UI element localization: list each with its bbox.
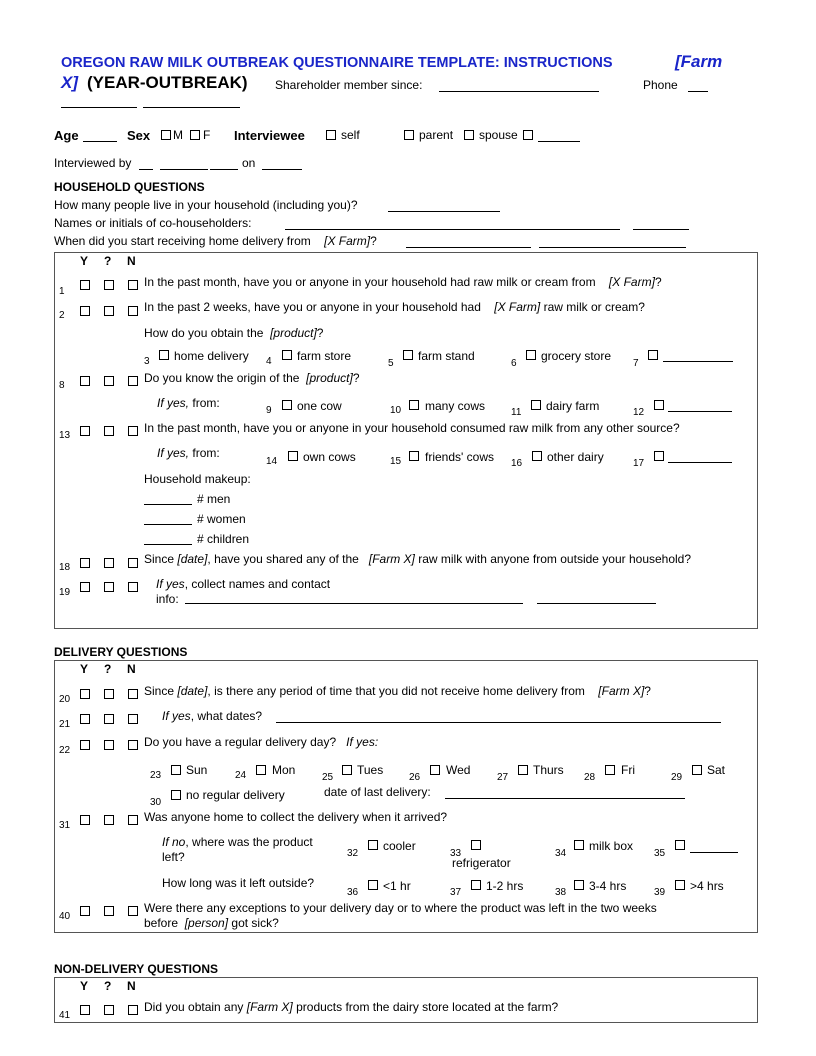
no-regular-checkbox[interactable] [171, 790, 181, 800]
qnum: 4 [266, 356, 272, 367]
sat-checkbox[interactable] [692, 765, 702, 775]
q41-no[interactable] [128, 1005, 138, 1015]
phone-label: Phone [643, 78, 678, 92]
q19-unknown[interactable] [104, 582, 114, 592]
no-regular-label: no regular delivery [186, 788, 285, 802]
thurs-checkbox[interactable] [518, 765, 528, 775]
children-label: # children [197, 532, 250, 546]
source-other-checkbox[interactable] [654, 451, 664, 461]
nondelivery-heading: NON-DELIVERY QUESTIONS [54, 962, 219, 976]
fri-label: Fri [621, 763, 635, 777]
q22-no[interactable] [128, 740, 138, 750]
mon-label: Mon [272, 763, 296, 777]
qnum: 33 [450, 848, 462, 859]
children-field[interactable] [144, 533, 192, 545]
phone-field-3[interactable] [143, 96, 240, 108]
wed-label: Wed [446, 763, 471, 777]
q2-yes[interactable] [80, 306, 90, 316]
qnum: 18 [59, 562, 71, 573]
farm-placeholder-cont: X] [61, 73, 78, 92]
q31-unknown[interactable] [104, 815, 114, 825]
parent-checkbox[interactable] [404, 130, 414, 140]
col-n: N [127, 979, 136, 993]
q2-text: In the past 2 weeks, have you or anyone in your household had [X Farm] raw milk or cream? [144, 300, 645, 314]
interviewer-field-2[interactable] [160, 158, 208, 170]
col-y: Y [80, 662, 89, 676]
obtain-question: How do you obtain the [product]? [144, 326, 324, 340]
q19-text: If yes, collect names and contact [156, 577, 331, 591]
q18-unknown[interactable] [104, 558, 114, 568]
3-4hrs-checkbox[interactable] [574, 880, 584, 890]
q8-ifyes: If yes, from: [157, 396, 220, 410]
q1-text: In the past month, have you or anyone in your household had raw milk or cream from [X Farm]? [144, 275, 662, 289]
spouse-checkbox[interactable] [464, 130, 474, 140]
q21-yes[interactable] [80, 714, 90, 724]
start-field-2[interactable] [539, 236, 686, 248]
sun-label: Sun [186, 763, 208, 777]
qnum: 14 [266, 456, 278, 467]
col-unknown: ? [104, 254, 112, 268]
names-field[interactable] [285, 218, 620, 230]
q8-yes[interactable] [80, 376, 90, 386]
q41-unknown[interactable] [104, 1005, 114, 1015]
q22-unknown[interactable] [104, 740, 114, 750]
thurs-label: Thurs [533, 763, 564, 777]
friends-cows-label: friends' cows [425, 450, 494, 464]
self-label: self [341, 128, 360, 142]
tues-checkbox[interactable] [342, 765, 352, 775]
men-label: # men [197, 492, 231, 506]
many-cows-checkbox[interactable] [409, 400, 419, 410]
farm-store-label: farm store [297, 349, 352, 363]
qnum: 34 [555, 848, 567, 859]
men-field[interactable] [144, 493, 192, 505]
source-other-field[interactable] [668, 451, 732, 463]
qnum: 41 [59, 1010, 71, 1021]
qnum: 17 [633, 458, 645, 469]
q18-text: Since [date], have you shared any of the [Farm X] raw milk with anyone from outside your household? [144, 552, 692, 566]
other-checkbox[interactable] [523, 130, 533, 140]
left-other-checkbox[interactable] [675, 840, 685, 850]
other-dairy-label: other dairy [547, 450, 604, 464]
other-source-checkbox[interactable] [648, 350, 658, 360]
col-y: Y [80, 979, 89, 993]
q1-unknown[interactable] [104, 280, 114, 290]
one-cow-label: one cow [297, 399, 342, 413]
q31-yes[interactable] [80, 815, 90, 825]
age-label: Age [54, 128, 79, 143]
qnum: 38 [555, 887, 567, 898]
farm-stand-checkbox[interactable] [403, 350, 413, 360]
qnum: 31 [59, 820, 71, 831]
qnum: 40 [59, 911, 71, 922]
q40-text: Were there any exceptions to your delivery day or to where the product was left in the two weeks [144, 901, 657, 915]
women-label: # women [197, 512, 246, 526]
mon-checkbox[interactable] [256, 765, 266, 775]
lt1hr-label: <1 hr [383, 879, 411, 893]
interviewer-field-3[interactable] [210, 158, 238, 170]
q20-text: Since [date], is there any period of time that you did not receive home delivery from [Farm X]? [144, 684, 651, 698]
q8-unknown[interactable] [104, 376, 114, 386]
women-field[interactable] [144, 513, 192, 525]
qnum: 15 [390, 456, 402, 467]
qnum: 28 [584, 772, 596, 783]
contact-info-field[interactable] [185, 592, 523, 604]
household-heading: HOUSEHOLD QUESTIONS [54, 180, 205, 194]
col-n: N [127, 662, 136, 676]
q20-no[interactable] [128, 689, 138, 699]
origin-other-checkbox[interactable] [654, 400, 664, 410]
qnum: 16 [511, 458, 523, 469]
qnum: 9 [266, 405, 272, 416]
self-checkbox[interactable] [326, 130, 336, 140]
q21-unknown[interactable] [104, 714, 114, 724]
age-field[interactable] [83, 130, 117, 142]
milk-box-checkbox[interactable] [574, 840, 584, 850]
sex-f-label: F [203, 128, 211, 142]
origin-other-field[interactable] [668, 400, 732, 412]
sex-f-checkbox[interactable] [190, 130, 200, 140]
col-y: Y [80, 254, 89, 268]
delivery-heading: DELIVERY QUESTIONS [54, 645, 188, 659]
col-unknown: ? [104, 979, 112, 993]
q31-no[interactable] [128, 815, 138, 825]
ifno-text: If no, where was the product [162, 835, 313, 849]
shareholder-label: Shareholder member since: [275, 78, 423, 92]
ifno-text-2: left? [162, 850, 185, 864]
cooler-label: cooler [383, 839, 416, 853]
q1-no[interactable] [128, 280, 138, 290]
q21-no[interactable] [128, 714, 138, 724]
q20-yes[interactable] [80, 689, 90, 699]
lt1hr-checkbox[interactable] [368, 880, 378, 890]
farm-stand-label: farm stand [418, 349, 475, 363]
qnum: 21 [59, 719, 71, 730]
qnum: 3 [144, 356, 150, 367]
q18-no[interactable] [128, 558, 138, 568]
names-question: Names or initials of co-householders: [54, 216, 252, 230]
qnum: 13 [59, 430, 71, 441]
people-question: How many people live in your household (including you)? [54, 198, 358, 212]
fri-checkbox[interactable] [605, 765, 615, 775]
year-outbreak: (YEAR-OUTBREAK) [87, 73, 248, 92]
q13-text: In the past month, have you or anyone in your household consumed raw milk from any other source? [144, 421, 680, 435]
q2-unknown[interactable] [104, 306, 114, 316]
sex-label: Sex [127, 128, 151, 143]
home-delivery-checkbox[interactable] [159, 350, 169, 360]
home-delivery-label: home delivery [174, 349, 249, 363]
sat-label: Sat [707, 763, 726, 777]
shareholder-field[interactable] [439, 80, 599, 92]
dairy-farm-checkbox[interactable] [531, 400, 541, 410]
qnum: 11 [511, 407, 522, 418]
3-4hrs-label: 3-4 hrs [589, 879, 627, 893]
one-cow-checkbox[interactable] [282, 400, 292, 410]
qnum: 7 [633, 358, 639, 369]
sun-checkbox[interactable] [171, 765, 181, 775]
document-title: OREGON RAW MILK OUTBREAK QUESTIONNAIRE TEMPLATE: INSTRUCTIONS [61, 55, 613, 71]
qnum: 26 [409, 772, 421, 783]
interviewed-by-label: Interviewed by [54, 156, 132, 170]
qnum: 35 [654, 848, 666, 859]
1-2hrs-label: 1-2 hrs [486, 879, 524, 893]
col-n: N [127, 254, 136, 268]
people-field[interactable] [388, 200, 500, 212]
qnum: 25 [322, 772, 334, 783]
q13-unknown[interactable] [104, 426, 114, 436]
no-delivery-dates-field[interactable] [276, 711, 721, 723]
qnum: 2 [59, 310, 65, 321]
last-delivery-field[interactable] [445, 787, 685, 799]
phone-field-2[interactable] [61, 96, 137, 108]
qnum: 30 [150, 797, 162, 808]
q19-info-label: info: [156, 592, 179, 606]
qnum: 23 [150, 770, 162, 781]
refrigerator-label: refrigerator [452, 856, 511, 870]
own-cows-checkbox[interactable] [288, 451, 298, 461]
parent-label: parent [419, 128, 454, 142]
qnum: 27 [497, 772, 509, 783]
sex-m-checkbox[interactable] [161, 130, 171, 140]
on-label: on [242, 156, 256, 170]
q41-yes[interactable] [80, 1005, 90, 1015]
qnum: 39 [654, 887, 666, 898]
q40-no[interactable] [128, 906, 138, 916]
refrigerator-checkbox[interactable] [471, 840, 481, 850]
qnum: 8 [59, 380, 65, 391]
q19-yes[interactable] [80, 582, 90, 592]
q1-yes[interactable] [80, 280, 90, 290]
gt4hrs-label: >4 hrs [690, 879, 724, 893]
q21-text: If yes, what dates? [162, 709, 263, 723]
friends-cows-checkbox[interactable] [409, 451, 419, 461]
qnum: 1 [59, 286, 65, 297]
other-source-field[interactable] [663, 350, 733, 362]
left-other-field[interactable] [690, 841, 738, 853]
qnum: 36 [347, 887, 359, 898]
farm-store-checkbox[interactable] [282, 350, 292, 360]
col-unknown: ? [104, 662, 112, 676]
qnum: 6 [511, 358, 517, 369]
q31-text: Was anyone home to collect the delivery when it arrived? [144, 810, 448, 824]
wed-checkbox[interactable] [430, 765, 440, 775]
q2-no[interactable] [128, 306, 138, 316]
cooler-checkbox[interactable] [368, 840, 378, 850]
sex-m-label: M [173, 128, 183, 142]
qnum: 5 [388, 358, 394, 369]
other-dairy-checkbox[interactable] [532, 451, 542, 461]
how-long-label: How long was it left outside? [162, 876, 315, 890]
q40-text-2: before [person] got sick? [144, 916, 279, 930]
last-delivery-label: date of last delivery: [324, 785, 431, 799]
date-field[interactable] [262, 158, 302, 170]
grocery-store-label: grocery store [541, 349, 612, 363]
spouse-label: spouse [479, 128, 518, 142]
start-question: When did you start receiving home delivery from [X Farm]? [54, 234, 377, 248]
qnum: 37 [450, 887, 462, 898]
q22-yes[interactable] [80, 740, 90, 750]
tues-label: Tues [357, 763, 384, 777]
milk-box-label: milk box [589, 839, 634, 853]
start-field[interactable] [406, 236, 531, 248]
contact-info-field-2[interactable] [537, 592, 656, 604]
qnum: 19 [59, 587, 71, 598]
gt4hrs-checkbox[interactable] [675, 880, 685, 890]
qnum: 12 [633, 407, 645, 418]
q18-yes[interactable] [80, 558, 90, 568]
interviewee-label: Interviewee [234, 128, 305, 143]
dairy-farm-label: dairy farm [546, 399, 600, 413]
qnum: 22 [59, 745, 71, 756]
q40-yes[interactable] [80, 906, 90, 916]
q20-unknown[interactable] [104, 689, 114, 699]
own-cows-label: own cows [303, 450, 356, 464]
q13-yes[interactable] [80, 426, 90, 436]
q8-no[interactable] [128, 376, 138, 386]
q19-no[interactable] [128, 582, 138, 592]
qnum: 24 [235, 770, 247, 781]
phone-field[interactable] [688, 80, 708, 92]
qnum: 10 [390, 405, 402, 416]
names-field-2[interactable] [633, 218, 689, 230]
other-field[interactable] [538, 130, 580, 142]
many-cows-label: many cows [425, 399, 486, 413]
q40-unknown[interactable] [104, 906, 114, 916]
qnum: 29 [671, 772, 683, 783]
qnum: 20 [59, 694, 71, 705]
q13-no[interactable] [128, 426, 138, 436]
qnum: 32 [347, 848, 359, 859]
q22-text: Do you have a regular delivery day? If yes: [144, 735, 379, 749]
q13-ifyes: If yes, from: [157, 446, 220, 460]
grocery-store-checkbox[interactable] [526, 350, 536, 360]
farm-placeholder: [Farm [675, 52, 723, 71]
interviewer-field-1[interactable] [139, 158, 153, 170]
q41-text: Did you obtain any [Farm X] products from the dairy store located at the farm? [144, 1000, 559, 1014]
1-2hrs-checkbox[interactable] [471, 880, 481, 890]
household-makeup-label: Household makeup: [144, 472, 251, 486]
q8-text: Do you know the origin of the [product]? [144, 371, 360, 385]
